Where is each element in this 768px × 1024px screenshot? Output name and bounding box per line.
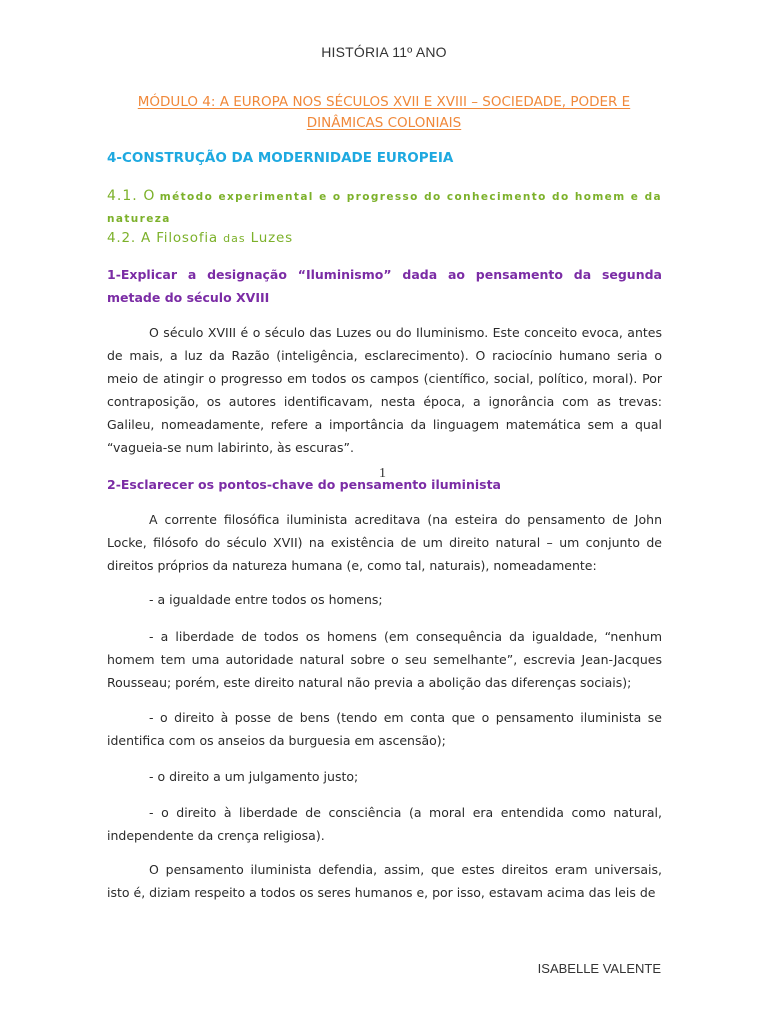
paragraph-iluminismo: O século XVIII é o século das Luzes ou do Iluminismo. Este conceito evoca, antes de mais, a luz da Razão (inteligência, esclarecimento). O raciocínio humano seria o meio de atingir o progresso em todos os campos (científico, social, político, moral). Por contraposição, os autores identificavam, nesta época, a ignorância com as trevas: Galileu, nomeadamente, refere a importância da linguagem matemática sem a qual “vagueia-se num labirinto, às escuras”. (107, 325, 662, 455)
subsection-4-2-word-filosofia: Filosofia (156, 230, 219, 246)
list-item-posse-de-bens: - o direito à posse de bens (tendo em conta que o pensamento iluminista se identifica com os anseios da burguesia em ascensão); (107, 710, 662, 748)
question-2: 2-Esclarecer os pontos-chave do pensamento iluminista (107, 477, 501, 492)
subsection-4-1-number: 4.1. O (107, 188, 156, 204)
subsection-4-2-number: 4.2. A (107, 230, 152, 246)
footer-author: ISABELLE VALENTE (537, 961, 661, 976)
page-number: 1 (379, 466, 386, 481)
subsection-4-2 (107, 230, 293, 246)
list-item-igualdade: - a igualdade entre todos os homens; (149, 592, 383, 607)
subsection-4-1 (107, 186, 662, 230)
list-item-julgamento-justo: - o direito a um julgamento justo; (149, 769, 359, 784)
paragraph-direitos-universais: O pensamento iluminista defendia, assim, que estes direitos eram universais, isto é, diziam respeito a todos os seres humanos e, por isso, estavam acima das leis de (107, 862, 662, 900)
header-title: HISTÓRIA 11º ANO (321, 44, 447, 60)
question-1: 1-Explicar a designação “Iluminismo” dada ao pensamento da segunda metade do século XVIII (107, 267, 662, 305)
list-item-liberdade-consciencia: - o direito à liberdade de consciência (a moral era entendida como natural, independente da crença religiosa). (107, 805, 662, 843)
paragraph-direito-natural: A corrente filosófica iluminista acreditava (na esteira do pensamento de John Locke, filósofo do século XVII) na existência de um direito natural – um conjunto de direitos próprios da natureza humana (e, como tal, naturais), nomeadamente: (107, 512, 662, 573)
subsection-4-2-word-das: das (223, 232, 246, 245)
subsection-4-2-word-luzes: Luzes (250, 230, 293, 246)
section-title: 4-CONSTRUÇÃO DA MODERNIDADE EUROPEIA (107, 150, 454, 166)
module-title: MÓDULO 4: A EUROPA NOS SÉCULOS XVII E XVIII – SOCIEDADE, PODER E DINÂMICAS COLONIAIS (137, 94, 631, 131)
subsection-4-1-text: método experimental e o progresso do conhecimento do homem e da natureza (107, 191, 662, 225)
list-item-liberdade: - a liberdade de todos os homens (em consequência da igualdade, “nenhum homem tem uma autoridade natural sobre o seu semelhante”, escrevia Jean-Jacques Rousseau; porém, este direito natural não previa a abolição das diferenças sociais); (107, 629, 662, 690)
